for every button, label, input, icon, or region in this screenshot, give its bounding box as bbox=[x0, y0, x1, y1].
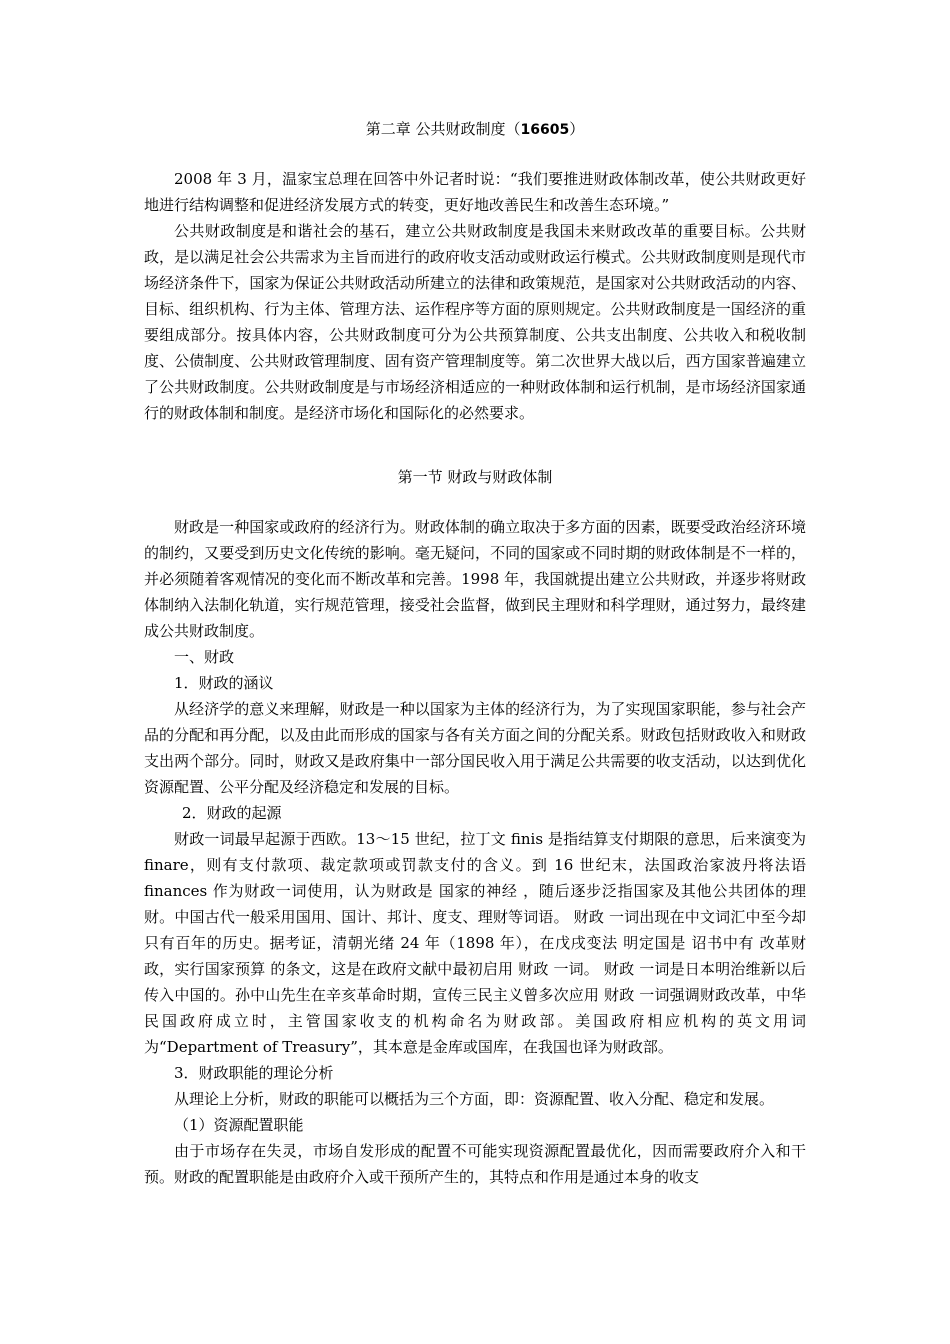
heading-level-3: （1）资源配置职能 bbox=[174, 1116, 304, 1134]
intro-paragraph: 公共财政制度是和谐社会的基石，建立公共财政制度是我国未来财政改革的重要目标。公共财政，是以满足社会公共需求为主旨而进行的政府收支活动或财政运行模式。公共财政制度则是现代市场经济条件下，国家为保证公共财政活动所建立的法律和政策规范，是国家对公共财政活动的内容、目标、组织机构、行为主体、管理方法、运作程序等方面的原则规定。公共财政制度是一国经济的重要组成部分。按具体内容，公共财政制度可分为公共预算制度、公共支出制度、公共收入和税收制度、公债制度、公共财政管理制度、固有资产管理制度等。第二次世界大战以后，西方国家普遍建立了公共财政制度。公共财政制度是与市场经济相适应的一种财政体制和运行机制，是市场经济国家通行的财政体制和制度。是经济市场化和国际化的必然要求。 bbox=[144, 222, 806, 422]
section-body bbox=[144, 514, 806, 1190]
intro-text bbox=[144, 166, 806, 426]
chapter-title: 第二章 公共财政制度（16605） bbox=[365, 120, 585, 138]
body-paragraph: 从经济学的意义来理解，财政是一种以国家为主体的经济行为，为了实现国家职能，参与社会产品的分配和再分配，以及由此而形成的国家与各有关方面之间的分配关系。财政包括财政收入和财政支出两个部分。同时，财政又是政府集中一部分国民收入用于满足公共需要的收支活动，以达到优化资源配置、公平分配及经济稳定和发展的目标。 bbox=[144, 700, 806, 796]
body-paragraph: 从理论上分析，财政的职能可以概括为三个方面，即：资源配置、收入分配、稳定和发展。 bbox=[174, 1090, 775, 1108]
heading-level-1: 一、财政 bbox=[174, 648, 235, 666]
body-paragraph: 财政是一种国家或政府的经济行为。财政体制的确立取决于多方面的因素，既要受政治经济环境的制约，又要受到历史文化传统的影响。毫无疑问，不同的国家或不同时期的财政体制是不一样的，并必须随着客观情况的变化而不断改革和完善。1998 年，我国就提出建立公共财政，并逐步将财政体制纳入法制化轨道，实行规范管理，接受社会监督，做到民主理财和科学理财，通过努力，最终建成公共财政制度。 bbox=[144, 518, 806, 640]
heading-level-2: 1．财政的涵议 bbox=[174, 674, 274, 692]
heading-level-2: 3．财政职能的理论分析 bbox=[174, 1064, 334, 1082]
intro-paragraph: 2008 年 3 月，温家宝总理在回答中外记者时说：“我们要推进财政体制改革，使公共财政更好地进行结构调整和促进经济发展方式的转变，更好地改善民生和改善生态环境。” bbox=[144, 170, 806, 214]
body-paragraph: 由于市场存在失灵，市场自发形成的配置不可能实现资源配置最优化，因而需要政府介入和干预。财政的配置职能是由政府介入或干预所产生的，其特点和作用是通过本身的收支 bbox=[144, 1142, 806, 1186]
section-title: 第一节 财政与财政体制 bbox=[397, 468, 553, 486]
heading-level-2: 2．财政的起源 bbox=[182, 804, 282, 822]
body-paragraph: 财政一词最早起源于西欧。13～15 世纪，拉丁文 finis 是指结算支付期限的意思，后来演变为 finare，则有支付款项、裁定款项或罚款支付的含义。到 16 世纪末，法国政治家波丹将法语 finances 作为财政一词使用，认为财政是 国家的神经 ，随后逐步泛指国家及其他公共团体的理财。中国古代一般采用国用、国计、邦计、度支、理财等词语。 财政 一词出现在中文词汇中至今却只有百年的历史。据考证，清朝光绪 24 年（1898 年），在戊戌变法 明定国是 诏书中有 改革财政，实行国家预算 的条文，这是在政府文献中最初启用 财政 一词。 财政 一词是日本明治维新以后传入中国的。孙中山先生在辛亥革命时期，宣传三民主义曾多次应用 财政 一词强调财政改革，中华民国政府成立时，主管国家收支的机构命名为财政部。美国政府相应机构的英文用词为“Department of Treasury”，其本意是金库或国库，在我国也译为财政部。 bbox=[144, 830, 806, 1056]
